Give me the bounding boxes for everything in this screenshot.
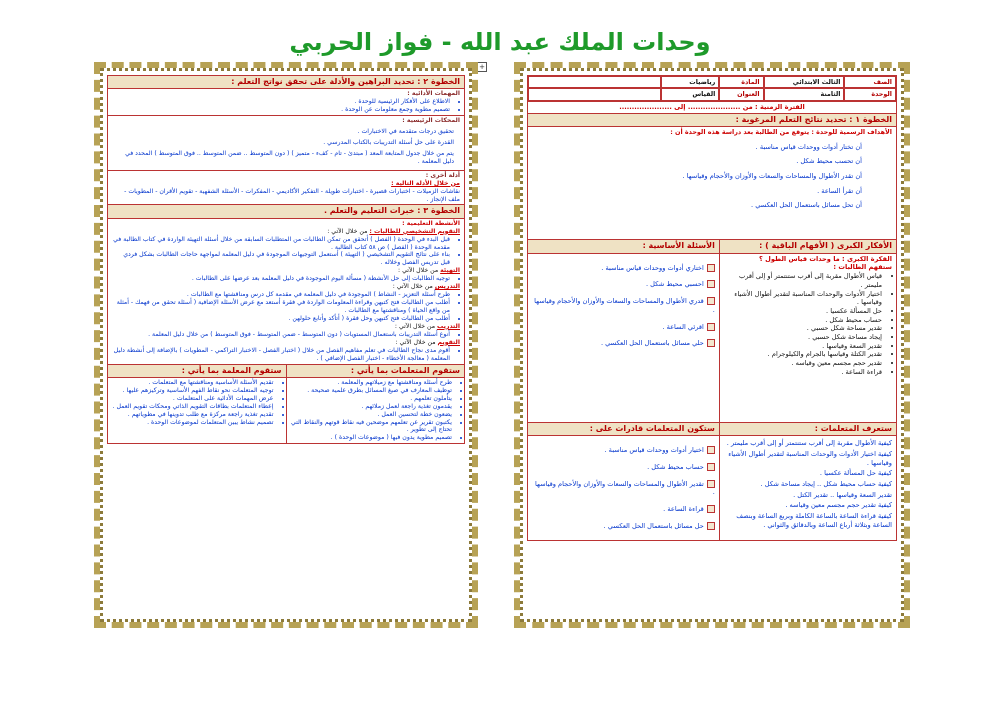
stage2-box: الخطوة ٢ : تحديد البراهين والأدلة على تحقق نواتج التعلم : المهمات الأدائية : • الاطلاع على الأفكار الرئيسية للوحدة . • تصميم مطوية وجمع معلومات عن الوحدة . المحكات الرئيسية : تحقيق درجات متقدمة في الاختبارات . القدرة على حل أسئلة التدريبات بالكتاب المدرسي . يتم من خلال جدول المتابعة المعد ( مبتدئ - تام - كفء - متميز ) ( دون المتوسط .. ضمن المتوسط .. فوق المتوسط ) المحدد في دليل المعلمة . أدلة أخرى : من خلال الأدلة التالية : نقاشات الزميلات - اختبارات قصيرة - اختبارات طويلة - التفكير الأكاديمي - المفكرات - الأسئلة الشفهية - تقويم الأقران - المطويات - ملف الإنجاز . الخطوة ٣ : خبرات التعليم والتعلم . الأنشطة التعليمية : التقويم التشخيصي للطالبات : من خلال الآتي : • قبل البدء في الوحدة ( الفصل ) أتحقق من تمكن الطالبات من المتطلبات السابقة من خلال أسئلة التهيئة الواردة في كتاب الطالبة في مقدمة الوحدة ( الفصل ) ص ٥٨ كتاب الطالبة . • بناء على نتائج التقويم التشخيصي ( التهيئة ) أستعمل التوجيهات الموجودة في دليل المعلمة لمواجهة حاجات الطالبات بشكل فردي قبل تدريس الفصل وخلاله . التهيئة من خلال الآتي : • توجيه الطالبات إلى حل الأنشطة ( مسألة اليوم الموجودة في دليل المعلمة بعد عرضها على الطالبات . التدريس من خلال الآتي : • طرح أسئلة التعزيز - النشاط ) الموجودة في دليل المعلمة في مقدمة كل درس ومناقشتها مع الطالبات . • أطلب من الطالبات فتح كتبهن وقراءة المعلومات الواردة في فقرة أستعد مع عرض الأسئلة الإضافية ( أسئلة تحقق من فهمك - أمثلة من واقع الحياة ) ومناقشتها مع الطالبات . • أطلب من الطالبات فتح كتبهن وحل فقرة ( أتأكد وأتابع حلولهن . التدريب من خلال الآتي : • أنوع أسئلة التدريبات باستعمال المستويات ( دون المتوسط - ضمن المتوسط - فوق المتوسط ) من خلال دليل المعلمة . التقويم من خلال الآتي : • أقوم مدى نجاح الطالبات في تعلم مفاهيم الفصل من خلال ( اختبار الفصل - الاختبار التراكمي - المطويات ) بالإضافة إلى أنشطة دليل المعلمة ( معالجة الأخطاء - اختبار الفصل الإضافي ) . ستقوم المتعلمات بما يأتي : • طرح أسئلة ومناقشتها مع زميلاتهم والمعلمة . • توظيف المعارف في صيغ المسائل بطرق علمية صحيحة . • يتأملون تعلمهم . • يقدمون تغذية راجعة لعمل زملائهم . • يضعون خطة لتحسين العمل . • يكتبون تقرير عن تعلمهم موضحين فيه نقاط قوتهم والنقاط التي تحتاج إلى تطوير . • تصميم مطوية يدون فيها ( موضوعات الوحدة ) . ستقوم المعلمة بما يأتي : • تقديم الأسئلة الأساسية ومناقشتها مع المتعلمات . • توجيه المتعلمات نحو نقاط الفهم الأساسية وتركيزهم عليها . • عرض المهمات الأدائية على المتعلمات . • إعطاء المتعلمات بطاقات التقويم الذاتي ومحكات تقويم العمل . • تقديم تغذية راجعة مركزة مع طلب تدوينها في مطوياتهم . • تصميم نشاط يبين المتعلمات لموضوعات الوحدة .: [107, 75, 465, 444]
checkbox-icon: [707, 280, 715, 288]
essential-questions-col: [528, 240, 719, 422]
essential-question: حلي مسائل باستعمال الحل العكسي .: [600, 339, 704, 348]
understand-item: • إيجاد مساحة شكل حسبي .: [724, 333, 882, 342]
able-item: قراءة الساعة .: [663, 505, 704, 514]
stage1-title: الخطوة ١ : تحديد نتائج التعلم المرغوبة :: [528, 114, 896, 128]
able-col: [528, 423, 719, 541]
students-col: ستقوم المتعلمات بما يأتي : • طرح أسئلة ومناقشتها مع زميلاتهم والمعلمة . • توظيف المعارف في صيغ المسائل بطرق علمية صحيحة . • يتأملون تعلمهم . • يقدمون تغذية راجعة لعمل زملائهم . • يضعون خطة لتحسين العمل . • يكتبون تقرير عن تعلمهم موضحين فيه نقاط قوتهم والنقاط التي تحتاج إلى تطوير . • تصميم مطوية يدون فيها ( موضوعات الوحدة ) .: [286, 365, 465, 444]
know-item: كيفية قراءة الساعة بالساعة الكاملة وبربع الساعة وبنصف الساعة وبثلاثة أرباع الساعة وبالدقائق والثواني .: [736, 512, 892, 529]
criteria-title: المحكات الرئيسية :: [402, 117, 460, 125]
page-right: [514, 62, 910, 628]
other-title: أدلة أخرى :: [425, 171, 460, 179]
table-move-handle[interactable]: +: [477, 62, 487, 72]
essential-question: اختاري أدوات ووحدات قياس مناسبة .: [601, 263, 704, 272]
know-item: كيفية الأطوال مقربة إلى أقرب ستنتمتر أو إلى أقرب مليمتر .: [726, 439, 892, 448]
know-item: كيفية حل المسألة عكسيا .: [819, 469, 892, 478]
understand-item: • حساب محيط شكل .: [724, 316, 882, 325]
objective-item: أن تقرأ الساعة .: [817, 186, 862, 195]
understand-item: • حل المسألة عكسيا .: [724, 307, 882, 316]
checkbox-icon: [707, 297, 715, 305]
big-ideas-col: الأفكار الكبرى ( الأفهام الباقية ) : الفكرة الكبرى : ما وحدات قياس الطول ؟ ستفهم الطالبات : • قياس الأطوال مقربة إلى أقرب ستنتمتر أو إلى أقرب مليمتر . • اختيار الأدوات والوحدات المناسبة لتقدير أطوال الأشياء وقياسها . • حل المسألة عكسيا . • حساب محيط شكل . • تقدير مساحة شكل حسبي . • إيجاد مساحة شكل حسبي . • تقدير السعة وقياسها . • تقدير الكتلة وقياسها بالجرام والكيلوجرام . • تقدير حجم مجسم معين وقياسه . • قراءة الساعة .: [719, 240, 896, 422]
understand-item: • تقدير مساحة شكل حسبي .: [724, 324, 882, 333]
know-item: كيفية حساب محيط شكل .. إيجاد مساحة شكل .: [760, 480, 892, 489]
page-left: [94, 62, 478, 628]
criteria-item: يتم من خلال جدول المتابعة المعد ( مبتدئ - تام - كفء - متميز ) ( دون المتوسط .. ضمن المتوسط .. فوق المتوسط ) المحدد في دليل المعلمة .: [125, 149, 454, 165]
objective-item: أن تحسب محيط شكل .: [796, 157, 862, 166]
teacher-col: ستقوم المعلمة بما يأتي : • تقديم الأسئلة الأساسية ومناقشتها مع المتعلمات . • توجيه المتعلمات نحو نقاط الفهم الأساسية وتركيزهم عليها . • عرض المهمات الأدائية على المتعلمات . • إعطاء المتعلمات بطاقات التقويم الذاتي ومحكات تقويم العمل . • تقديم تغذية راجعة مركزة مع طلب تدوينها في مطوياتهم . • تصميم نشاط يبين المتعلمات لموضوعات الوحدة .: [108, 365, 286, 444]
objective-item: أن تقدر الأطوال والمساحات والسعات والأوزان والأحجام وقياسها .: [682, 172, 862, 181]
checkbox-icon: [707, 339, 715, 347]
objectives-intro: الأهداف الرسمية للوحدة : يتوقع من الطالبة بعد دراسة هذه الوحدة أن :: [670, 128, 892, 137]
stage3-title: الخطوة ٣ : خبرات التعليم والتعلم .: [108, 205, 464, 218]
know-item: كيفية تقدير حجم مجسم معين وقياسه .: [785, 501, 892, 510]
page-right-content: [527, 75, 897, 615]
understand-item: • تقدير حجم مجسم معين وقياسه .: [724, 359, 882, 368]
understand-item: • قياس الأطوال مقربة إلى أقرب ستنتمتر أو إلى أقرب مليمتر .: [724, 272, 882, 289]
know-item: تقدير السعة وقياسها .. تقدير الكتل .: [793, 490, 892, 499]
know-item: كيفية اختيار الأدوات والوحدات المناسبة لتقدير أطوال الأشياء وقياسها .: [728, 449, 892, 467]
other-text: نقاشات الزميلات - اختبارات قصيرة - اختبارات طويلة - التفكير الأكاديمي - المفكرات - الأسئلة الشفهية - تقويم الأقران - المطويات - ملف الإنجاز .: [124, 187, 460, 203]
able-item: حل مسائل باستعمال الحل العكسي .: [603, 521, 704, 530]
criteria-item: القدرة على حل أسئلة التدريبات بالكتاب المدرسي .: [323, 138, 454, 146]
page-left-content: [107, 75, 465, 615]
period-line: الفترة الزمنية : من ..................... إلى .....................: [527, 102, 897, 114]
big-ideas-title: الأفكار الكبرى ( الأفهام الباقية ) :: [720, 240, 896, 254]
understand-item: • تقدير الكتلة وقياسها بالجرام والكيلوجرام .: [724, 350, 882, 359]
able-item: حساب محيط شكل .: [647, 462, 704, 471]
perf-item: • الاطلاع على الأفكار الرئيسية للوحدة .: [112, 98, 450, 106]
understand-item: • اختيار الأدوات والوحدات المناسبة لتقدير أطوال الأشياء وقياسها .: [724, 290, 882, 307]
perf-item: • تصميم مطوية وجمع معلومات عن الوحدة .: [112, 106, 450, 114]
perf-title: المهمات الأدائية :: [407, 90, 460, 98]
able-item: اختيار أدوات ووحدات قياس مناسبة .: [604, 446, 704, 455]
essential-question: قدري الأطوال والمساحات والسعات والأوزان والأحجام وقياسها .: [534, 297, 715, 314]
know-title: ستعرف المتعلمات :: [720, 423, 896, 437]
objective-item: أن تختار أدوات ووحدات قياس مناسبة .: [755, 142, 862, 151]
checkbox-icon: [707, 505, 715, 513]
checkbox-icon: [707, 522, 715, 530]
document-title: وحدات الملك عبد الله - فواز الحربي: [289, 28, 711, 56]
objective-item: أن تحل مسائل باستعمال الحل العكسي .: [751, 201, 862, 210]
stage2-title: الخطوة ٢ : تحديد البراهين والأدلة على تحقق نواتج التعلم :: [108, 76, 464, 89]
understand-item: • قراءة الساعة .: [724, 368, 882, 377]
essential-question: احسبي محيط شكل .: [645, 280, 704, 289]
checkbox-icon: [707, 480, 715, 488]
stage1-box: [527, 114, 897, 542]
know-col: [719, 423, 896, 541]
able-item: تقدير الأطوال والمساحات والسعات والأوزان والأحجام وقياسها .: [535, 479, 715, 497]
checkbox-icon: [707, 446, 715, 454]
checkbox-icon: [707, 264, 715, 272]
able-title: ستكون المتعلمات قادرات على :: [528, 423, 719, 437]
header-table: الصف الثالث الابتدائي المادة رياضيات الوحدة الثامنة العنوان القياس: [527, 75, 897, 102]
checkbox-icon: [707, 463, 715, 471]
essential-question: اقرئي الساعة .: [662, 322, 704, 331]
essential-questions-title: الأسئلة الأساسية :: [528, 240, 719, 254]
checkbox-icon: [707, 323, 715, 331]
criteria-item: تحقيق درجات متقدمة في الاختبارات .: [357, 127, 454, 135]
understand-item: • تقدير السعة وقياسها .: [724, 342, 882, 351]
